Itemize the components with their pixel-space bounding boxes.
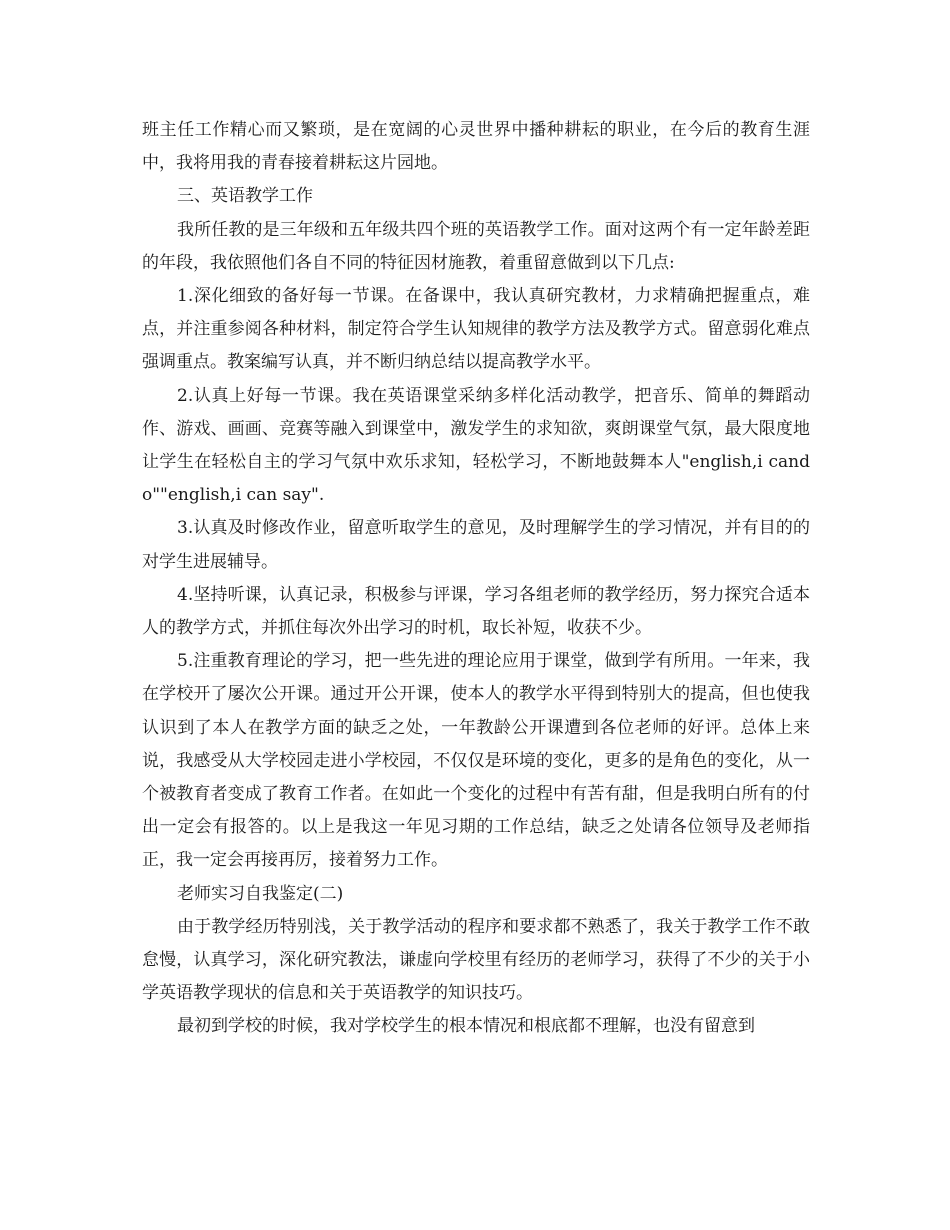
paragraph-body: 最初到学校的时候，我对学校学生的根本情况和根底都不理解，也没有留意到	[177, 1016, 755, 1037]
section-heading-english-teaching: 三、英语教学工作	[177, 186, 313, 207]
list-item-5: 5.注重教育理论的学习，把一些先进的理论应用于课堂，做到学有所用。一年来，我在学校开了屡次公开课。通过开公开课，使本人的教学水平得到特别大的提高，但也使我认识到了本人在教学方面的缺乏之处，一年教龄公开课遭到各位老师的好评。总体上来说，我感受从大学校园走进小学校园，不仅仅是环境的变化，更多的是角色的变化，从一个被教育者变成了教育工作者。在如此一个变化的过程中有苦有甜，但是我明白所有的付出一定会有报答的。以上是我这一年见习期的工作总结，缺乏之处请各位领导及老师指正，我一定会再接再厉，接着努力工作。	[142, 651, 810, 871]
list-item-3: 3.认真及时修改作业，留意听取学生的意见，及时理解学生的学习情况，并有目的的对学生进展辅导。	[142, 518, 810, 572]
paragraph-intro: 我所任教的是三年级和五年级共四个班的英语教学工作。面对这两个有一定年龄差距的年段，我依照他们各自不同的特征因材施教，着重留意做到以下几点:	[142, 219, 810, 273]
document-body	[142, 114, 810, 1044]
list-item-4: 4.坚持听课，认真记录，积极参与评课，学习各组老师的教学经历，努力探究合适本人的教学方式，并抓住每次外出学习的时机，取长补短，收获不少。	[142, 584, 810, 639]
paragraph-continuation: 班主任工作精心而又繁琐，是在宽阔的心灵世界中播种耕耘的职业，在今后的教育生涯中，我将用我的青春接着耕耘这片园地。	[142, 120, 810, 174]
list-item-1: 1.深化细致的备好每一节课。在备课中，我认真研究教材，力求精确把握重点，难点，并注重参阅各种材料，制定符合学生认知规律的教学方法及教学方式。留意弱化难点强调重点。教案编写认真，并不断归纳总结以提高教学水平。	[142, 286, 810, 373]
paragraph-body: 由于教学经历特别浅，关于教学活动的程序和要求都不熟悉了，我关于教学工作不敢怠慢，认真学习，深化研究教法，谦虚向学校里有经历的老师学习，获得了不少的关于小学英语教学现状的信息和关于英语教学的知识技巧。	[142, 916, 810, 1004]
list-item-2: 2.认真上好每一节课。我在英语课堂采纳多样化活动教学，把音乐、简单的舞蹈动作、游戏、画画、竞赛等融入到课堂中，激发学生的求知欲，爽朗课堂气氛，最大限度地让学生在轻松自主的学习气氛中欢乐求知，轻松学习，不断地鼓舞本人"english,i cando""english,i can say".	[142, 385, 810, 506]
section-heading-self-evaluation-2: 老师实习自我鉴定(二)	[177, 883, 344, 904]
